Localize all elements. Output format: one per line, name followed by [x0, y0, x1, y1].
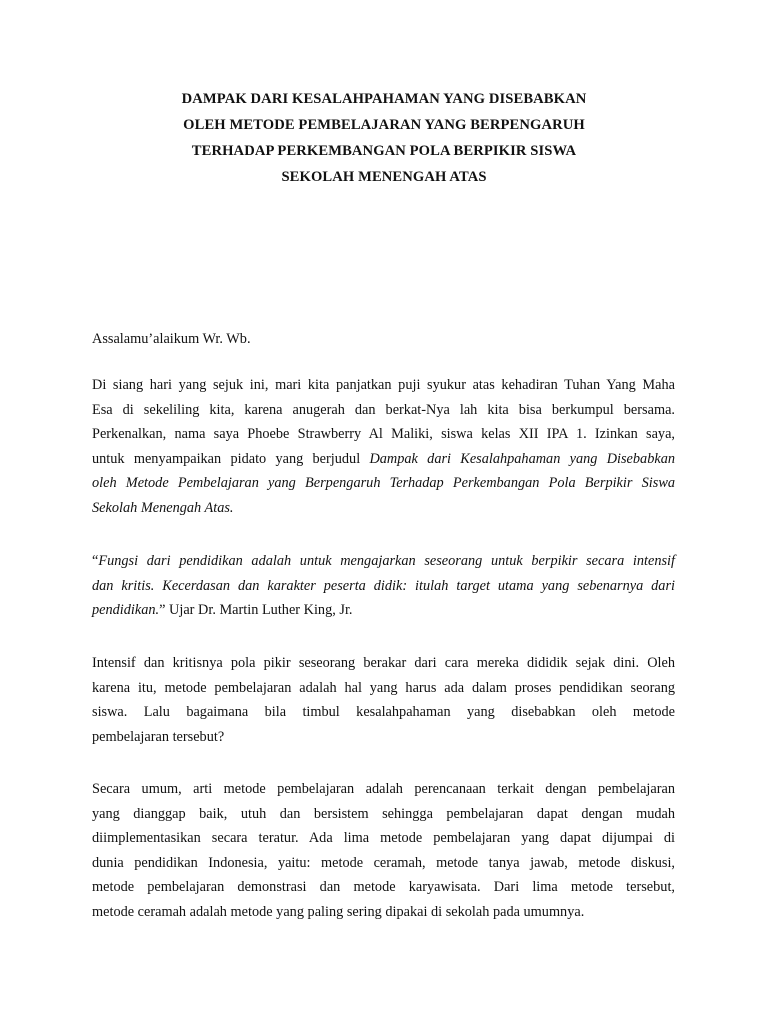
- paragraph-line: [92, 549, 675, 574]
- paragraph-line: metode ceramah adalah metode yang paling sering dipakai di sekolah pada umumnya.: [92, 903, 585, 920]
- paragraph-line: dunia pendidikan Indonesia, yaitu: metode ceramah, metode tanya jawab, metode diskusi,: [92, 854, 675, 871]
- paragraph-line: Secara umum, arti metode pembelajaran adalah perencanaan terkait dengan pembelajaran: [92, 781, 675, 797]
- paragraph-line: Intensif dan kritisnya pola pikir seseorang berakar dari cara mereka dididik sejak dini. Oleh: [92, 655, 675, 671]
- paragraph-intensif: [92, 651, 675, 749]
- title-line-2: OLEH METODE PEMBELAJARAN YANG BERPENGARUH: [183, 117, 585, 133]
- open-quote: “: [92, 553, 99, 569]
- paragraph-line: [92, 496, 675, 521]
- quote-paragraph: [92, 549, 675, 623]
- paragraph-line: [92, 574, 675, 599]
- title-line-4: SEKOLAH MENENGAH ATAS: [281, 169, 487, 185]
- document-title: [90, 86, 678, 190]
- quote-attribution: Ujar Dr. Martin Luther King, Jr.: [165, 602, 353, 618]
- paragraph-line: siswa. Lalu bagaimana bila timbul kesalahpahaman yang disebabkan oleh metode: [92, 704, 675, 720]
- paragraph-text: untuk menyampaikan pidato yang berjudul: [92, 450, 370, 467]
- paragraph-line: karena itu, metode pembelajaran adalah hal yang harus ada dalam proses pendidikan seorang: [92, 679, 675, 696]
- speech-title-italic: oleh Metode Pembelajaran yang Berpengaruh Terhadap Perkembangan Pola Berpikir Siswa: [92, 475, 675, 491]
- paragraph-line: Di siang hari yang sejuk ini, mari kita panjatkan puji syukur atas kehadiran Tuhan Yang Maha: [92, 377, 675, 393]
- paragraph-line: [92, 447, 675, 472]
- title-line-1: DAMPAK DARI KESALAHPAHAMAN YANG DISEBABKAN: [181, 91, 587, 107]
- paragraph-line: metode pembelajaran demonstrasi dan metode karyawisata. Dari lima metode tersebut,: [92, 879, 675, 895]
- quote-text: Fungsi dari pendidikan adalah untuk mengajarkan seseorang untuk berpikir secara intensif: [98, 553, 675, 569]
- paragraph-line: [92, 471, 675, 496]
- paragraph-line: pembelajaran tersebut?: [92, 728, 225, 745]
- paragraph-line: diimplementasikan secara teratur. Ada lima metode pembelajaran yang dapat dijumpai di: [92, 830, 675, 846]
- quote-text: pendidikan.: [92, 602, 160, 618]
- paragraph-metode: [92, 777, 675, 924]
- paragraph-line: Esa di sekeliling kita, karena anugerah dan berkat-Nya lah kita bisa berkumpul bersama.: [92, 401, 675, 418]
- close-quote: ”: [159, 602, 166, 618]
- paragraph-line: Perkenalkan, nama saya Phoebe Strawberry Al Maliki, siswa kelas XII IPA 1. Izinkan saya,: [92, 426, 675, 442]
- paragraph-line: yang dianggap baik, utuh dan bersistem sehingga pembelajaran dapat dengan mudah: [92, 805, 675, 822]
- greeting: Assalamu’alaikum Wr. Wb.: [92, 331, 251, 347]
- speech-title-italic: Sekolah Menengah Atas.: [92, 499, 234, 516]
- title-line-3: TERHADAP PERKEMBANGAN POLA BERPIKIR SISWA: [191, 143, 577, 159]
- paragraph-opening: [92, 373, 675, 520]
- paragraph-line: [92, 598, 675, 623]
- quote-text: dan kritis. Kecerdasan dan karakter peserta didik: itulah target utama yang sebenarnya dari: [92, 577, 675, 594]
- speech-title-italic: Dampak dari Kesalahpahaman yang Disebabkan: [369, 450, 675, 467]
